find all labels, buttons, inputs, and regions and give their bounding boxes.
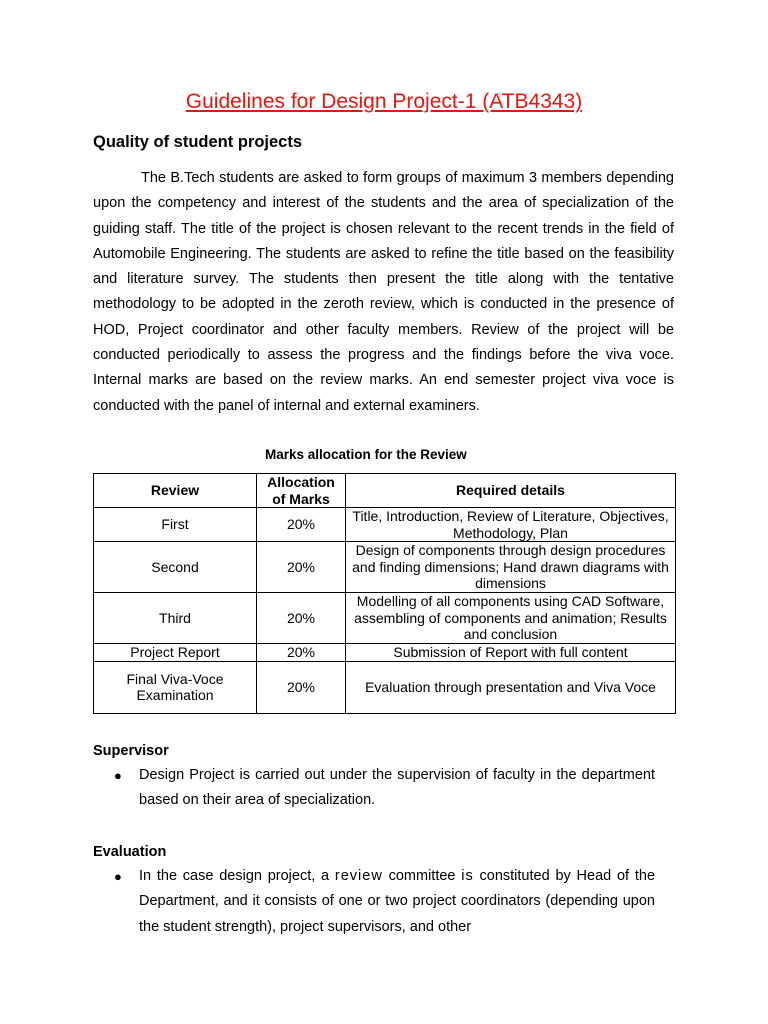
table-row: [94, 593, 676, 644]
review-cell: First: [94, 508, 257, 542]
document-title: Guidelines for Design Project-1 (ATB4343): [185, 90, 583, 113]
details-cell: Design of components through design procedures and finding dimensions; Hand drawn diagrams with dimensions: [346, 542, 676, 593]
marks-allocation-table: [93, 473, 676, 714]
supervisor-list: [93, 763, 655, 814]
section-heading-supervisor: Supervisor: [93, 743, 169, 759]
table-header-row: [94, 474, 676, 508]
marks-cell: 20%: [257, 593, 346, 644]
review-cell: Final Viva-Voce Examination: [94, 661, 257, 713]
marks-cell: 20%: [257, 644, 346, 662]
supervisor-bullet-text: Design Project is carried out under the supervision of faculty in the department based on their area of specialization.: [139, 767, 655, 809]
column-header-allocation: Allocation of Marks: [257, 474, 346, 508]
details-cell: Modelling of all components using CAD Software, assembling of components and animation; Results and conclusion: [346, 593, 676, 644]
column-header-details: Required details: [346, 474, 676, 508]
details-cell: Submission of Report with full content: [346, 644, 676, 662]
quality-paragraph: The B.Tech students are asked to form groups of maximum 3 members depending upon the competency and interest of the students and the area of specialization of the guiding staff. The title of the project is chosen relevant to the recent trends in the field of Automobile Engineering. The students are asked to refine the title based on the feasibility and literature survey. The students then present the title along with the tentative methodology to be adopted in the zeroth review, which is conducted in the presence of HOD, Project coordinator and other faculty members. Review of the project will be conducted periodically to assess the progress and the findings before the viva voce. Internal marks are based on the review marks. An end semester project viva voce is conducted with the panel of internal and external examiners.: [93, 170, 674, 414]
details-cell: Evaluation through presentation and Viva Voce: [346, 661, 676, 713]
marks-cell: 20%: [257, 661, 346, 713]
list-item: [93, 763, 655, 814]
table-row: [94, 508, 676, 542]
marks-cell: 20%: [257, 508, 346, 542]
column-header-review: Review: [94, 474, 257, 508]
review-cell: Third: [94, 593, 257, 644]
section-heading-quality: Quality of student projects: [93, 133, 303, 151]
evaluation-bullet-text: In the case design project, a review committee is constituted by Head of the Department, and it consists of one or two project coordinators (depending upon the student strength), project supervisors, and other: [139, 868, 656, 935]
table-row: [94, 542, 676, 593]
bullet-icon: ●: [114, 869, 122, 884]
details-cell: Title, Introduction, Review of Literature, Objectives, Methodology, Plan: [346, 508, 676, 542]
review-cell: Project Report: [94, 644, 257, 662]
review-cell: Second: [94, 542, 257, 593]
table-caption: Marks allocation for the Review: [265, 447, 467, 462]
evaluation-list: [93, 864, 655, 940]
marks-cell: 20%: [257, 542, 346, 593]
section-heading-evaluation: Evaluation: [93, 844, 167, 860]
bullet-icon: ●: [114, 768, 122, 783]
list-item: [93, 864, 655, 940]
table-row: [94, 661, 676, 713]
table-row: [94, 644, 676, 662]
